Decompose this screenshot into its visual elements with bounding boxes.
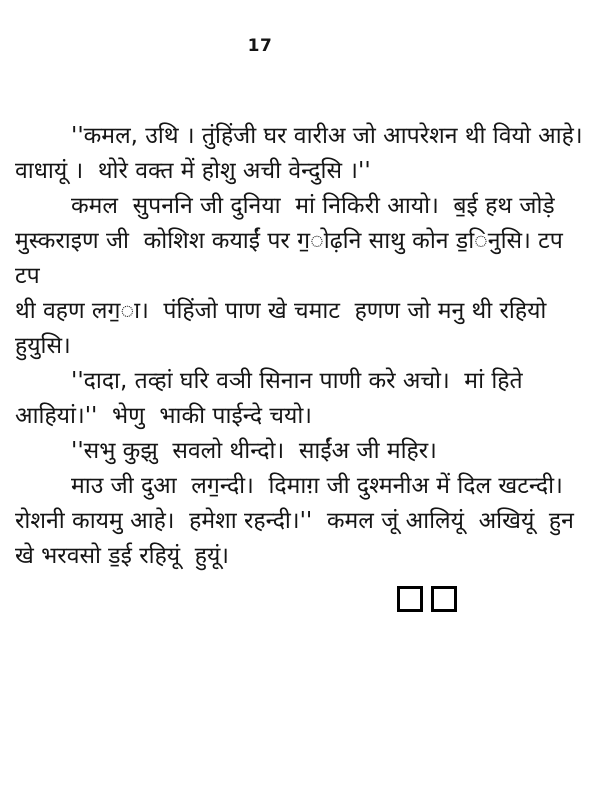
text-line: थी वहण लग॒ा। पंहिंजो पाण खे चमाट हणण जो मनु थी रहियो [15, 298, 547, 324]
text-line: मुस्कराइण जी कोशिश कयाईं पर ग॒ोढ़नि साथु कोन ड॒िनुसि। टप टप [15, 228, 571, 289]
text-line: ''दादा, तव्हां घरि वञी सिनान पाणी करे अचो। मां हिते [71, 368, 523, 394]
paragraph [15, 434, 588, 469]
text-line: खे भरवसो ड॒ई रहियूं हुयूं। [15, 543, 230, 569]
text-line: ''सभु कुझु सवलो थीन्दो। साईंअ जी महिर। [71, 438, 437, 464]
hollow-square-icon [431, 586, 457, 612]
text-line: हुयुसि। [15, 333, 71, 359]
text-line: रोशनी कायमु आहे। हमेशा रहन्दी।'' कमल जूं आलियूं अखियूं हुन [15, 508, 574, 534]
text-line: वाधायूं । थोरे वक्त में होशु अची वेन्दुसि ।'' [15, 158, 371, 184]
text-line: कमल सुपननि जी दुनिया मां निकिरी आयो। ब॒ई हथ जोड़े [71, 193, 555, 219]
text-line: ''कमल, उथि । तुंहिंजी घर वारीअ जो आपरेशन थी वियो आहे। [71, 123, 583, 149]
page-number: 17 [247, 36, 273, 56]
text-line: माउ जी दुआ लग॒न्दी। दिमाग़ जी दुश्मनीअ में दिल खटन्दी। [71, 473, 563, 499]
paragraph [15, 469, 588, 574]
text-line: आहियां।'' भेणु भाकी पाईन्दे चयो। [15, 403, 312, 429]
paragraph [15, 119, 588, 189]
hollow-square-icon [397, 586, 423, 612]
page-body [15, 119, 588, 612]
end-of-chapter-marker [15, 586, 588, 612]
paragraph [15, 189, 588, 364]
paragraph [15, 364, 588, 434]
